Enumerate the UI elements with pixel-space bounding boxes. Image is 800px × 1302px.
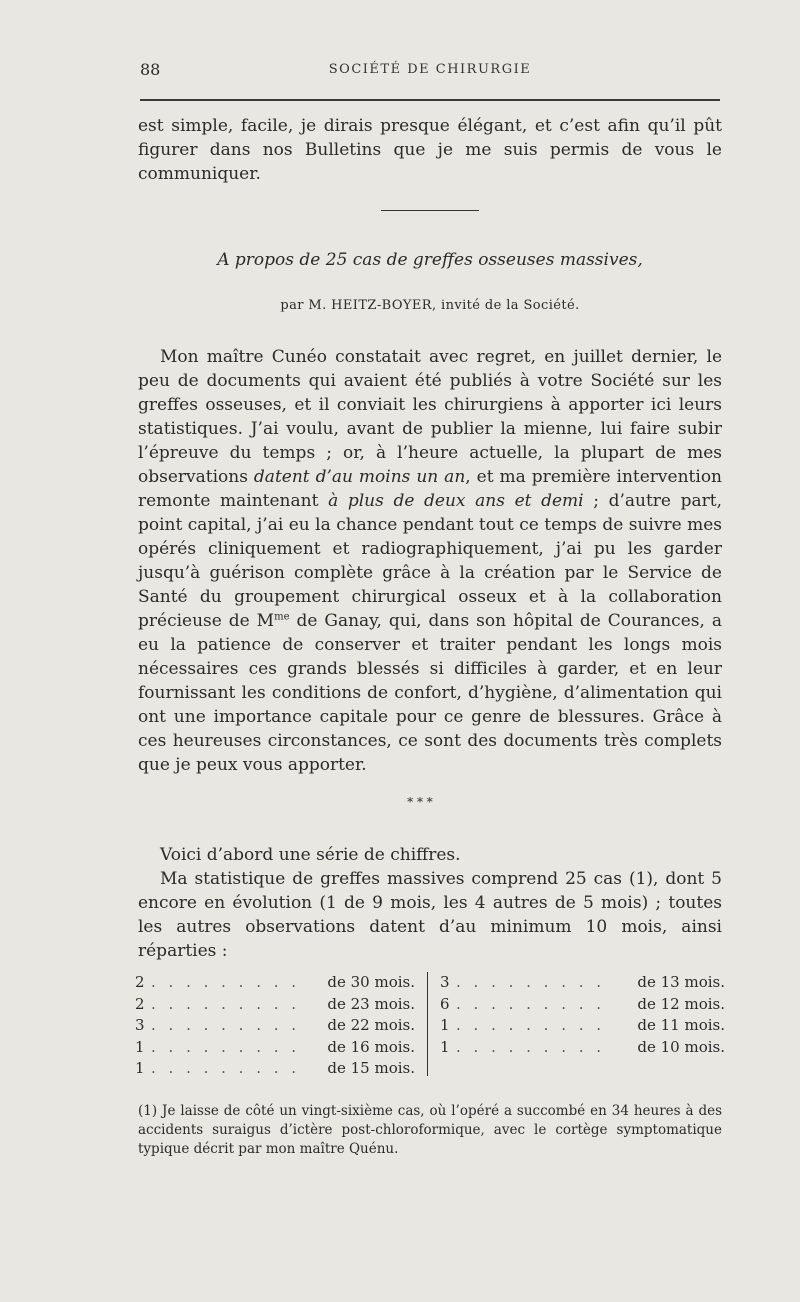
case-duration: de 12 mois.: [637, 994, 725, 1013]
case-duration: de 22 mois.: [327, 1016, 415, 1034]
distribution-column-right: [440, 972, 725, 1058]
superscript-me: me: [274, 611, 290, 623]
table-row: [440, 1037, 725, 1059]
case-count: 1: [135, 1037, 145, 1056]
paragraph-continuation: est simple, facile, je dirais presque élégant, et c’est afin qu’il pût figurer dans nos Bulletins que je me suis permis de vous le communiquer.: [138, 116, 722, 184]
section-rule: [381, 210, 479, 211]
leader-dots: . . . . . . . . .: [456, 994, 606, 1013]
asterism: [400, 796, 440, 808]
case-count: 1: [135, 1059, 145, 1077]
distribution-table: [135, 972, 725, 1076]
paragraph-intro-text-d: de Ganay, qui, dans son hôpital de Courances, a eu la patience de conserver et traiter pendant les longs mois nécessaires ces grands blessés si difficiles à garder, et en leur fournissant les conditions de confort, d’hygiène, d’alimentation qui ont une importance capitale pour ce genre de blessures. Grâce à ces heureuses circonstances, ce sont des documents très complets que je peux vous apporter.: [138, 611, 722, 775]
table-row: [135, 1015, 415, 1037]
case-count: 6: [440, 994, 450, 1013]
table-row: [135, 994, 415, 1016]
table-row: [135, 1058, 415, 1080]
article-byline: par M. HEITZ-BOYER, invité de la Société.: [280, 298, 580, 313]
case-count: 2: [135, 973, 145, 991]
paragraph-statistics: [138, 843, 722, 963]
case-count: 3: [440, 973, 450, 991]
header-rule: [140, 99, 720, 101]
distribution-column-left: [135, 972, 415, 1080]
statistics-description: Ma statistique de greffes massives comprend 25 cas (1), dont 5 encore en évolution (1 de 9 mois, les 4 autres de 5 mois) ; toutes les autres observations datent d’au minimum 10 mois, ainsi réparties :: [138, 869, 722, 961]
page-number: 88: [140, 60, 161, 79]
italic-phrase-2: à plus de deux ans et demi: [328, 491, 584, 511]
case-duration: de 23 mois.: [327, 994, 415, 1013]
footnote: (1) Je laisse de côté un vingt-sixième cas, où l’opéré a succombé en 34 heures à des accidents suraigus d’ictère post-chloroformique, avec le cortège symptomatique typique décrit par mon maître Quénu.: [138, 1103, 722, 1157]
leader-dots: . . . . . . . . .: [151, 973, 301, 991]
paragraph-intro-text-c: ; d’autre part, point capital, j’ai eu la chance pendant tout ce temps de suivre mes opérés cliniquement et radiographiquement, j’ai pu les garder jusqu’à guérison complète grâce à la création par le Service de Santé du groupement chirurgical osseux et à la collaboration précieuse de M: [138, 491, 722, 631]
italic-phrase-1: datent d’au moins un an: [253, 467, 466, 487]
case-duration: de 11 mois.: [637, 1016, 725, 1034]
paragraph-intro: [138, 345, 722, 777]
leader-dots: . . . . . . . . .: [456, 1037, 606, 1056]
article-title: A propos de 25 cas de greffes osseuses massives,: [217, 250, 643, 270]
table-row: [135, 972, 415, 994]
case-count: 1: [440, 1016, 450, 1034]
paragraph-intro-text-a: Mon maître Cunéo constatait avec regret, en juillet dernier, le peu de documents qui avaient été publiés à votre Société sur les greffes osseuses, et il conviait les chirurgiens à apporter ici leurs statistiques. J’ai voulu, avant de publier la mienne, lui faire subir l’épreuve du temps ; or, à l’heure actuelle, la plupart de mes observations: [138, 347, 722, 487]
table-row: [440, 972, 725, 994]
case-duration: de 10 mois.: [637, 1037, 725, 1056]
leader-dots: . . . . . . . . .: [151, 1016, 301, 1034]
case-duration: de 16 mois.: [327, 1037, 415, 1056]
case-duration: de 13 mois.: [637, 973, 725, 991]
table-row: [440, 1015, 725, 1037]
case-count: 1: [440, 1037, 450, 1056]
case-duration: de 15 mois.: [327, 1059, 415, 1077]
asterism-text: * * *: [407, 795, 433, 809]
page-header: [140, 60, 720, 90]
case-count: 3: [135, 1016, 145, 1034]
running-head: SOCIÉTÉ DE CHIRURGIE: [328, 62, 532, 77]
leader-dots: . . . . . . . . .: [151, 1059, 301, 1077]
case-count: 2: [135, 994, 145, 1013]
table-row: [135, 1037, 415, 1059]
table-row: [440, 994, 725, 1016]
case-duration: de 30 mois.: [327, 973, 415, 991]
leader-dots: . . . . . . . . .: [151, 1037, 301, 1056]
statistics-intro-line: Voici d’abord une série de chiffres.: [160, 845, 461, 865]
leader-dots: . . . . . . . . .: [456, 973, 606, 991]
leader-dots: . . . . . . . . .: [151, 994, 301, 1013]
paragraph-intro-text-b: , et ma première intervention remonte maintenant: [138, 467, 722, 511]
column-divider: [427, 972, 428, 1076]
leader-dots: . . . . . . . . .: [456, 1016, 606, 1034]
